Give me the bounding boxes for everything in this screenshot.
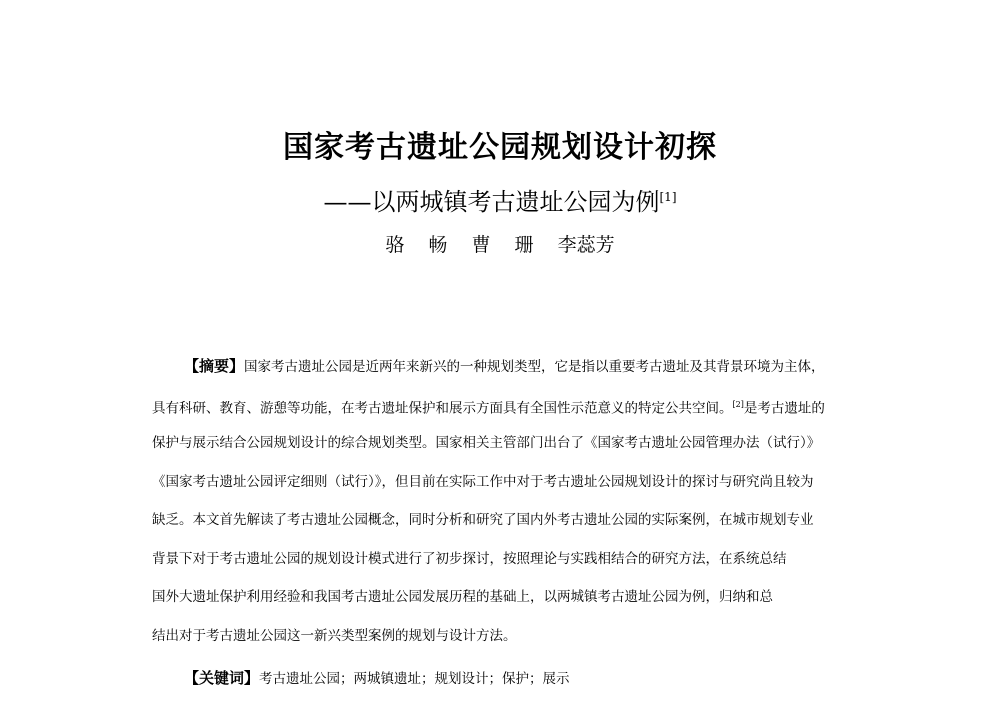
abstract-line: 结出对于考古遗址公园这一新兴类型案例的规划与设计方法。 — [152, 627, 517, 644]
abstract-line: 保护与展示结合公园规划设计的综合规划类型。国家相关主管部门出台了《国家考古遗址公园管理办法（试行）》 — [152, 435, 821, 451]
abstract-line: 背景下对于考古遗址公园的规划设计模式进行了初步探讨，按照理论与实践相结合的研究方法，在系统总结 — [152, 550, 787, 567]
abstract-line: 国外大遗址保护利用经验和我国考古遗址公园发展历程的基础上，以两城镇考古遗址公园为例，归纳和总 — [152, 589, 773, 605]
author-5: 李蕊芳 — [557, 234, 615, 256]
abstract-text: 具有科研、教育、游憩等功能，在考古遗址保护和展示方面具有全国性示范意义的特定公共空间。 — [152, 400, 733, 416]
abstract-line — [152, 386, 852, 425]
paper-subtitle — [0, 180, 1000, 219]
abstract-line: 缺乏。本文首先解读了考古遗址公园概念，同时分析和研究了国内外考古遗址公园的实际案例，在城市规划专业 — [152, 512, 814, 528]
abstract — [152, 347, 852, 655]
abstract-line: 《国家考古遗址公园评定细则（试行）》，但目前在实际工作中对于考古遗址公园规划设计的探讨与研究尚且较为 — [152, 473, 814, 490]
author-2: 畅 — [428, 234, 448, 256]
keywords — [184, 664, 570, 693]
abstract-text: 是考古遗址的 — [743, 400, 825, 416]
abstract-label: 【摘要】 — [184, 357, 245, 375]
abstract-line — [152, 347, 852, 386]
author-list — [0, 230, 1000, 260]
author-1: 骆 — [385, 234, 405, 256]
keywords-label: 【关键词】 — [184, 669, 260, 687]
abstract-text: 国家考古遗址公园是近两年来新兴的一种规划类型，它是指以重要考古遗址及其背景环境为主体， — [244, 359, 825, 375]
keywords-text: 考古遗址公园；两城镇遗址；规划设计；保护；展示 — [259, 671, 570, 687]
paper-title: 国家考古遗址公园规划设计初探 — [283, 130, 717, 165]
subtitle-text: ——以两城镇考古遗址公园为例 — [323, 188, 660, 216]
author-3: 曹 — [471, 234, 491, 256]
author-4: 珊 — [514, 234, 534, 256]
abstract-footnote-ref: [2] — [732, 399, 744, 409]
subtitle-footnote-ref: [1] — [659, 190, 677, 204]
